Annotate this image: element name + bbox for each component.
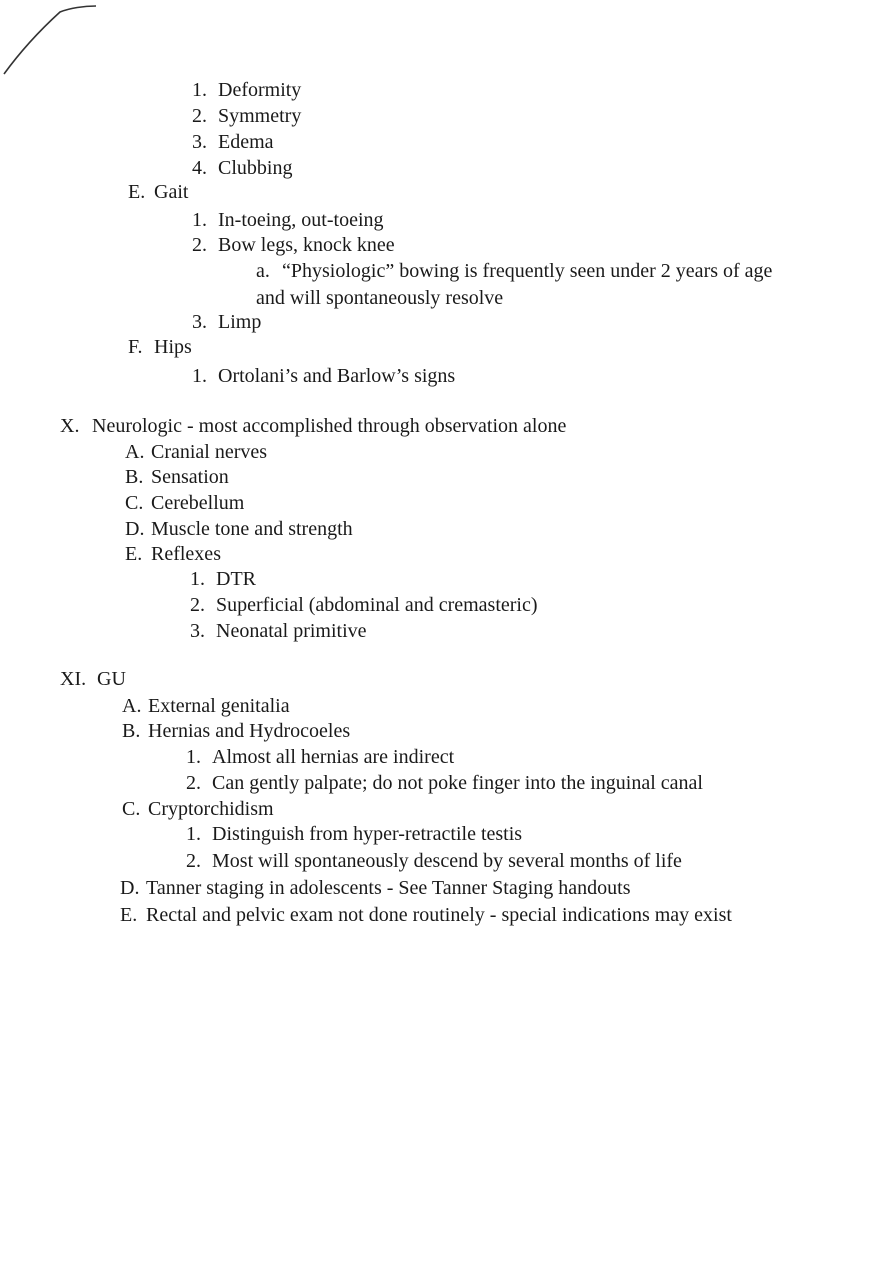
list-marker: XI. — [60, 668, 87, 690]
list-item — [192, 130, 274, 154]
list-text: Limp — [218, 311, 262, 333]
list-marker: B. — [125, 466, 144, 488]
list-marker: 2. — [186, 772, 201, 794]
list-marker: a. — [256, 260, 270, 282]
list-marker: 1. — [186, 823, 201, 845]
list-text: Clubbing — [218, 157, 293, 179]
list-item — [125, 491, 244, 515]
list-item — [125, 542, 221, 566]
list-text: and will spontaneously resolve — [256, 287, 504, 309]
list-marker: A. — [125, 441, 145, 463]
list-marker: 3. — [190, 620, 205, 642]
list-marker: F. — [128, 336, 143, 358]
list-item — [120, 903, 732, 927]
list-text: Deformity — [218, 79, 302, 101]
list-marker: E. — [128, 181, 146, 203]
section-heading — [128, 335, 192, 359]
list-marker: 1. — [192, 209, 207, 231]
list-item — [190, 619, 367, 643]
list-text: GU — [97, 668, 126, 690]
list-text: “Physiologic” bowing is frequently seen under 2 years of age — [282, 260, 773, 282]
list-item — [125, 465, 229, 489]
list-text: Symmetry — [218, 105, 302, 127]
list-text: Cryptorchidism — [148, 798, 274, 820]
list-marker: C. — [125, 492, 144, 514]
list-item — [125, 517, 353, 541]
list-marker: A. — [122, 695, 142, 717]
list-text: Neonatal primitive — [216, 620, 367, 642]
list-marker: E. — [120, 904, 138, 926]
list-item — [186, 771, 703, 795]
list-text: Sensation — [151, 466, 229, 488]
list-item — [186, 745, 454, 769]
list-text: Reflexes — [151, 543, 221, 565]
pen-stroke-mark — [0, 0, 120, 90]
list-text: Ortolani’s and Barlow’s signs — [218, 365, 456, 387]
list-marker: 2. — [186, 850, 201, 872]
list-item — [190, 567, 256, 591]
list-item — [120, 876, 631, 900]
list-item — [122, 694, 290, 718]
list-item — [190, 593, 538, 617]
list-marker: 1. — [186, 746, 201, 768]
list-item — [125, 440, 267, 464]
section-heading — [60, 667, 126, 691]
list-text: Almost all hernias are indirect — [212, 746, 455, 768]
list-text: Most will spontaneously descend by several months of life — [212, 850, 682, 872]
list-text: Cranial nerves — [151, 441, 268, 463]
list-marker: B. — [122, 720, 141, 742]
list-marker: 3. — [192, 311, 207, 333]
list-text: Hernias and Hydrocoeles — [148, 720, 351, 742]
list-text: Distinguish from hyper-retractile testis — [212, 823, 523, 845]
list-text: DTR — [216, 568, 256, 590]
list-item — [122, 719, 350, 743]
section-heading — [60, 414, 566, 438]
list-marker: 1. — [190, 568, 205, 590]
list-item — [192, 233, 395, 257]
list-text: Cerebellum — [151, 492, 245, 514]
list-text: External genitalia — [148, 695, 290, 717]
list-item — [192, 104, 301, 128]
list-item — [192, 78, 301, 102]
list-text: Superficial (abdominal and cremasteric) — [216, 594, 538, 616]
list-marker: 2. — [190, 594, 205, 616]
list-item — [256, 259, 772, 283]
list-item — [192, 208, 384, 232]
list-marker: 2. — [192, 234, 207, 256]
list-marker: D. — [125, 518, 145, 540]
list-item — [186, 822, 522, 846]
list-text: Muscle tone and strength — [151, 518, 353, 540]
list-item — [192, 156, 292, 180]
list-marker: E. — [125, 543, 143, 565]
list-marker: C. — [122, 798, 141, 820]
list-text: Hips — [154, 336, 192, 358]
list-text: Rectal and pelvic exam not done routinely - special indications may exist — [146, 904, 732, 926]
list-item — [186, 849, 682, 873]
list-marker: 2. — [192, 105, 207, 127]
list-text: Gait — [154, 181, 189, 203]
list-text: Can gently palpate; do not poke finger into the inguinal canal — [212, 772, 703, 794]
list-marker: X. — [60, 415, 80, 437]
list-item — [192, 364, 455, 388]
list-marker: 4. — [192, 157, 207, 179]
list-text: Tanner staging in adolescents - See Tanner Staging handouts — [146, 877, 631, 899]
section-heading — [128, 180, 188, 204]
list-text: Neurologic - most accomplished through observation alone — [92, 415, 567, 437]
list-item — [192, 310, 261, 334]
list-item — [122, 797, 274, 821]
list-text: Bow legs, knock knee — [218, 234, 395, 256]
list-text: In-toeing, out-toeing — [218, 209, 384, 231]
list-marker: 1. — [192, 365, 207, 387]
list-marker: D. — [120, 877, 140, 899]
list-marker: 1. — [192, 79, 207, 101]
list-marker: 3. — [192, 131, 207, 153]
list-item-continuation — [256, 286, 503, 310]
list-text: Edema — [218, 131, 274, 153]
